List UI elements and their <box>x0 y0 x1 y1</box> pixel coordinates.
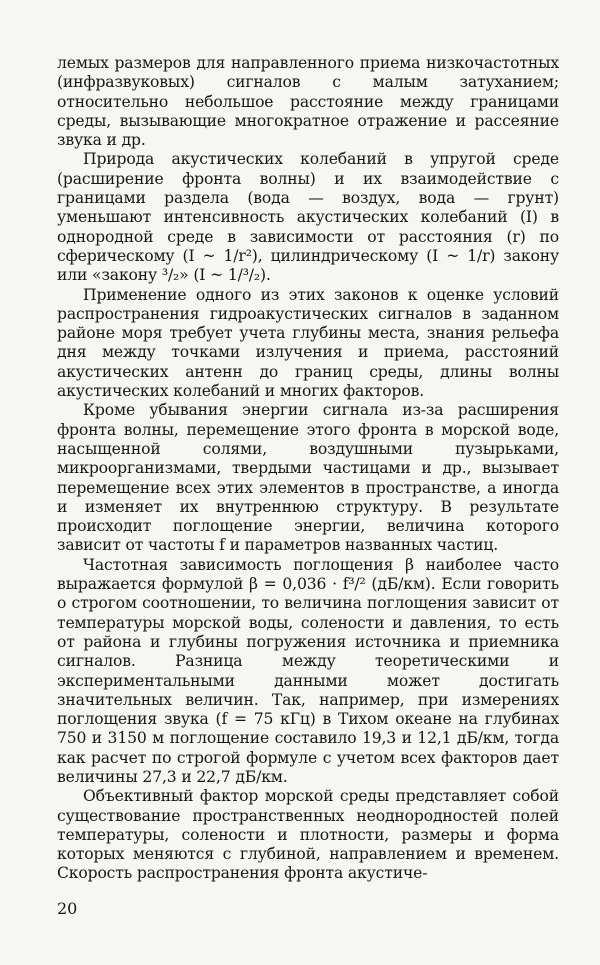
paragraph-2: Природа акустических колебаний в упругой среде (расширение фронта волны) и их взаимодействие с границами раздела (вода — воздух, вода — грунт) уменьшают интенсивность акустических колебаний (I) в однородной среде в зависимости от расстояния (r) по сферическому (I ~ 1/r²), цилиндрическому (I ~ 1/r) закону или «закону ³/₂» (I ~ 1/³/₂). <box>57 150 559 285</box>
paragraph-5: Частотная зависимость поглощения β наиболее часто выражается формулой β = 0,036 · f³/² (дБ/км). Если говорить о строгом соотношении, то величина поглощения зависит от температуры морской воды, солености и давления, то есть от района и глубины погружения источника и приемника сигналов. Разница между теоретическими и экспериментальными данными может достигать значительных величин. Так, например, при измерениях поглощения звука (f = 75 кГц) в Тихом океане на глубинах 750 и 3150 м поглощение составило 19,3 и 12,1 дБ/км, тогда как расчет по строгой формуле с учетом всех факторов дает величины 27,3 и 22,7 дБ/км. <box>57 555 559 786</box>
paragraph-3: Применение одного из этих законов к оценке условий распространения гидроакустических сигналов в заданном районе моря требует учета глубины места, знания рельефа дня между точками излучения и приема, расстояний акустических антенн до границ среды, длины волны акустических колебаний и многих факторов. <box>57 285 559 401</box>
page-text <box>57 54 559 884</box>
paragraph-1: лемых размеров для направленного приема низкочастотных (инфразвуковых) сигналов с малым затуханием; относительно небольшое расстояние между границами среды, вызывающие многократное отражение и рассеяние звука и др. <box>57 54 559 150</box>
paragraph-6: Объективный фактор морской среды представляет собой существование пространственных неоднородностей полей температуры, солености и плотности, размеры и форма которых меняются с глубиной, направлением и временем. Скорость распространения фронта акустиче- <box>57 787 559 883</box>
page-number: 20 <box>57 899 78 918</box>
paragraph-4: Кроме убывания энергии сигнала из-за расширения фронта волны, перемещение этого фронта в морской воде, насыщенной солями, воздушными пузырьками, микроорганизмами, твердыми частицами и др., вызывает перемещение всех этих элементов в пространстве, а иногда и изменяет их внутреннюю структуру. В результате происходит поглощение энергии, величина которого зависит от частоты f и параметров названных частиц. <box>57 401 559 555</box>
